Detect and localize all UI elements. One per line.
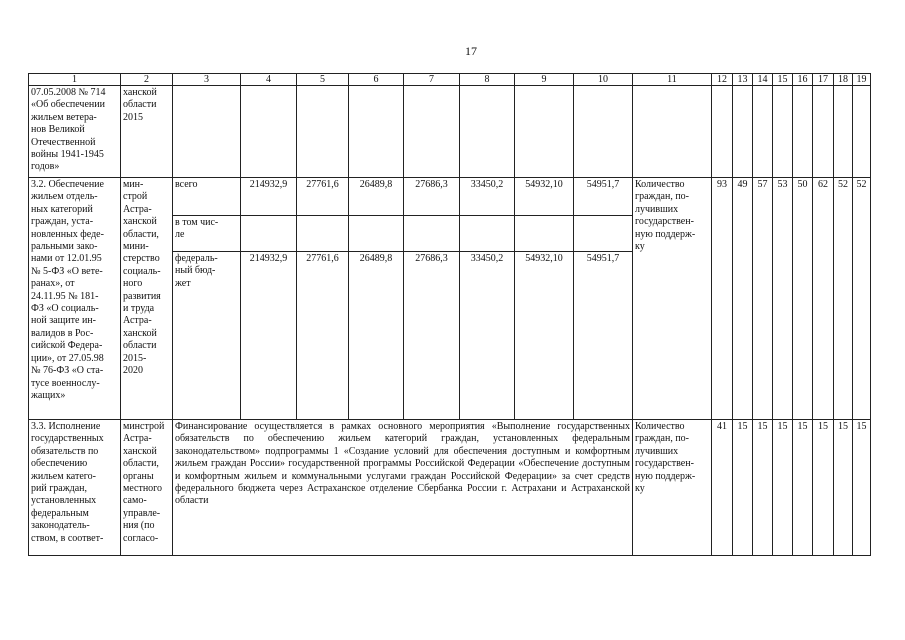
table-row [29, 420, 871, 556]
header-cell: 12 [712, 74, 733, 86]
target-cell: 50 [793, 178, 813, 420]
executor-cell: минстрой Астра- ханской области, органы местного само- управле- ния (по согласо- [121, 420, 173, 556]
target-cell: 15 [793, 420, 813, 556]
executor-cell: ханской области 2015 [121, 86, 173, 178]
header-cell: 5 [297, 74, 349, 86]
target-cell: 15 [813, 420, 834, 556]
header-cell: 6 [349, 74, 404, 86]
value-cell: 54932,10 [515, 252, 574, 420]
value-cell: 54951,7 [574, 178, 633, 216]
header-cell: 18 [834, 74, 853, 86]
value-cell: 27761,6 [297, 252, 349, 420]
header-cell: 2 [121, 74, 173, 86]
header-cell: 10 [574, 74, 633, 86]
header-cell: 17 [813, 74, 834, 86]
financing-note: Финансирование осуществляется в рамках основного мероприятия «Выполнение государственных обязательств по обеспечению жильем категорий граждан, установленных федеральным законодательством» подпрограммы 1 «Создание условий для обеспечения доступным и комфортным жильем граждан России» государственной программы Российской Федерации «Обеспечение доступным и комфортным жильем и коммунальными услугами граждан Российской Федерации» за счет средств федерального бюджета через Астраханское отделение Сбербанка России г. Астрахани и Астраханской области [173, 420, 633, 556]
program-table [28, 73, 871, 556]
value-cell: 214932,9 [241, 178, 297, 216]
header-cell: 14 [753, 74, 773, 86]
header-cell: 13 [733, 74, 753, 86]
value-cell: 27686,3 [404, 252, 460, 420]
value-cell: 26489,8 [349, 252, 404, 420]
target-cell: 53 [773, 178, 793, 420]
value-cell: 214932,9 [241, 252, 297, 420]
target-cell: 62 [813, 178, 834, 420]
value-cell: 33450,2 [460, 178, 515, 216]
indicator-cell: Количество граждан, по- лучивших государствен- ную поддерж- ку [633, 420, 712, 556]
measure-cell: 3.3. Исполнение государственных обязательств по обеспечению жильем катего- рий граждан, установленных федеральным законодатель- ством, в соответ- [29, 420, 121, 556]
target-cell: 49 [733, 178, 753, 420]
measure-cell: 3.2. Обеспечение жильем отдель- ных категорий граждан, уста- новленных феде- ральными зако- нами от 12.01.95 № 5-ФЗ «О вете- ранах», от 24.11.95 № 181- ФЗ «О социаль- ной защите ин- валидов в Рос- сийской Федера- ции», от 27.05.98 № 76-ФЗ «О ста- тусе военнослу- жащих» [29, 178, 121, 420]
target-cell: 15 [733, 420, 753, 556]
value-cell: 54951,7 [574, 252, 633, 420]
header-cell: 9 [515, 74, 574, 86]
header-cell: 19 [853, 74, 871, 86]
target-cell: 15 [753, 420, 773, 556]
measure-cell: 07.05.2008 № 714 «Об обеспечении жильем ветера- нов Великой Отечественной войны 1941-1945 годов» [29, 86, 121, 178]
executor-cell: мин- строй Астра- ханской области, мини- стерство социаль- ного развития и труда Астра- ханской области 2015- 2020 [121, 178, 173, 420]
header-row [29, 74, 871, 86]
page-number: 17 [465, 44, 477, 58]
source-label: федераль- ный бюд- жет [173, 252, 241, 420]
value-cell: 27761,6 [297, 178, 349, 216]
value-cell: 33450,2 [460, 252, 515, 420]
header-cell: 8 [460, 74, 515, 86]
target-cell: 52 [834, 178, 853, 420]
table-row [29, 178, 871, 216]
target-cell: 93 [712, 178, 733, 420]
target-cell: 57 [753, 178, 773, 420]
target-cell: 15 [834, 420, 853, 556]
table-row [29, 86, 871, 178]
header-cell: 11 [633, 74, 712, 86]
target-cell: 52 [853, 178, 871, 420]
header-cell: 1 [29, 74, 121, 86]
source-label: в том чис- ле [173, 216, 241, 252]
target-cell: 41 [712, 420, 733, 556]
value-cell: 54932,10 [515, 178, 574, 216]
target-cell: 15 [853, 420, 871, 556]
value-cell: 27686,3 [404, 178, 460, 216]
header-cell: 4 [241, 74, 297, 86]
header-cell: 15 [773, 74, 793, 86]
indicator-cell: Количество граждан, по- лучивших государствен- ную поддерж- ку [633, 178, 712, 420]
header-cell: 16 [793, 74, 813, 86]
header-cell: 7 [404, 74, 460, 86]
header-cell: 3 [173, 74, 241, 86]
value-cell: 26489,8 [349, 178, 404, 216]
source-label: всего [173, 178, 241, 216]
target-cell: 15 [773, 420, 793, 556]
